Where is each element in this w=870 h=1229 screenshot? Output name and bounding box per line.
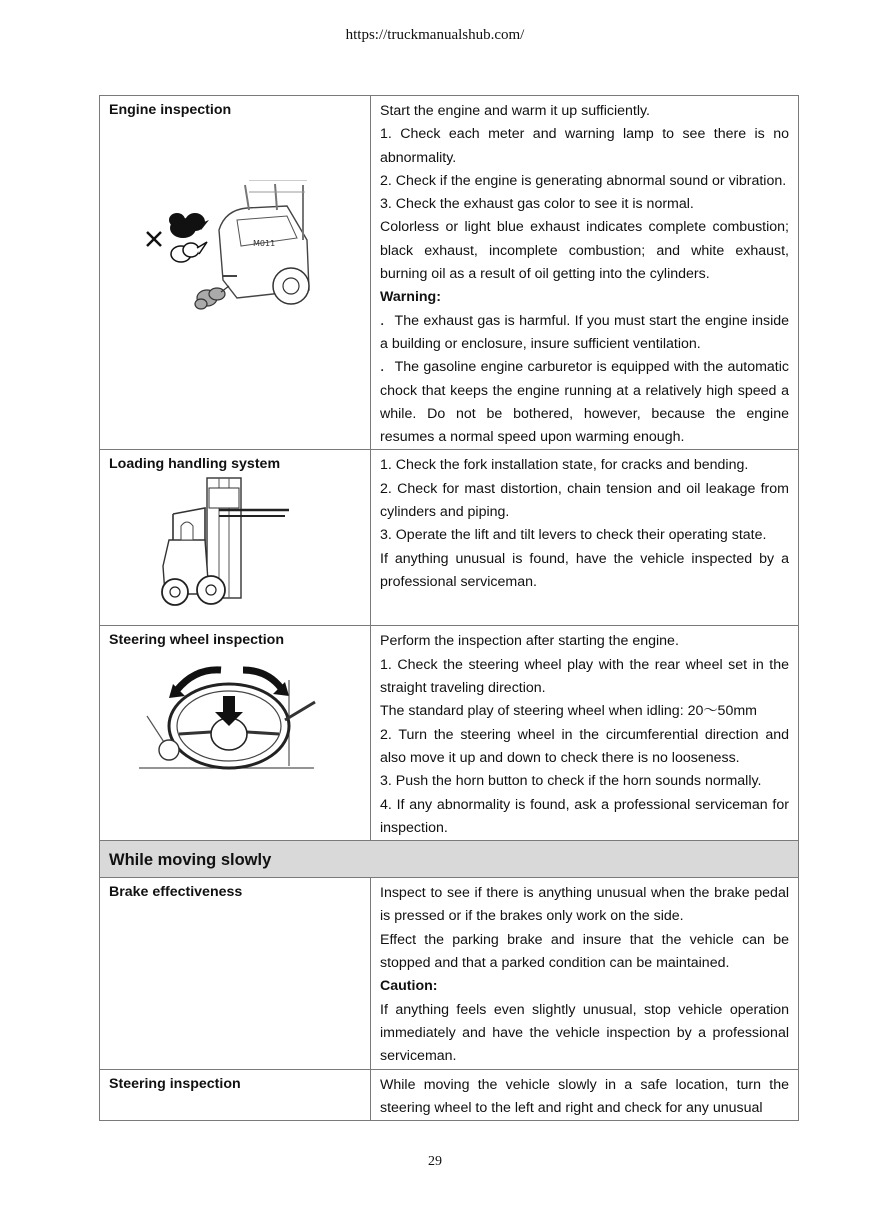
description-cell: [371, 878, 799, 1069]
text-line: 1. Check the fork installation state, for cracks and bending.: [380, 457, 749, 474]
text-line: 1. Check each meter and warning lamp to see there is no abnormality.: [380, 126, 789, 166]
text-line: 1. Check the steering wheel play with the rear wheel set in the straight traveling direction.: [380, 656, 789, 697]
text-line: Colorless or light blue exhaust indicates complete combustion; black exhaust, incomplete combustion; and white exhaust, burning oil as a result of oil getting into the cylinders.: [380, 219, 789, 283]
exhaust-forklift-illustration: [137, 180, 337, 330]
header-url: https://truckmanualshub.com/: [345, 27, 525, 43]
inspection-table: [99, 95, 799, 1121]
steering-wheel-illustration: [139, 656, 319, 781]
table-row: [100, 626, 799, 841]
row-label: Steering wheel inspection: [109, 632, 285, 649]
text-line: Start the engine and warm it up sufficiently.: [380, 103, 650, 119]
text-line: While moving the vehicle slowly in a safe location, turn the steering wheel to the left and right and check for any unusual: [380, 1076, 789, 1116]
text-line: 3. Operate the lift and tilt levers to check their operating state.: [380, 527, 767, 544]
svg-text:M011: M011: [253, 239, 276, 248]
text-line: 2. Check for mast distortion, chain tension and oil leakage from cylinders and piping.: [380, 480, 789, 521]
description-cell: [371, 450, 799, 626]
table-row: [100, 878, 799, 1069]
text-line: 3. Push the horn button to check if the horn sounds normally.: [380, 773, 762, 790]
label-cell: [100, 626, 371, 841]
text-line: The standard play of steering wheel when idling: 20～50mm: [380, 703, 757, 720]
row-label: Engine inspection: [109, 102, 232, 118]
section-title: While moving slowly: [100, 841, 799, 878]
text-line: Inspect to see if there is anything unusual when the brake pedal is pressed or if the brakes only work on the side.: [380, 885, 789, 925]
page-number: 29: [428, 1154, 442, 1169]
row-label: Steering inspection: [109, 1075, 241, 1092]
text-line: 2. Check if the engine is generating abnormal sound or vibration.: [380, 172, 787, 189]
description-cell: [371, 1069, 799, 1121]
description-cell: [371, 626, 799, 841]
table-row: [100, 450, 799, 626]
label-cell: [100, 450, 371, 626]
label-cell: [100, 878, 371, 1069]
caution-title: Caution:: [380, 978, 438, 995]
caution-line: If anything feels even slightly unusual, stop vehicle operation immediately and have the vehicle inspection by a professional serviceman.: [380, 1001, 789, 1065]
section-header-row: [100, 841, 799, 878]
text-line: 4. If any abnormality is found, ask a professional serviceman for inspection.: [380, 796, 789, 836]
text-line: 2. Turn the steering wheel in the circumferential direction and also move it up and down to check there is no looseness.: [380, 726, 789, 766]
label-cell: [100, 1069, 371, 1121]
text-line: Perform the inspection after starting the engine.: [380, 633, 679, 650]
table-row: [100, 96, 799, 450]
forklift-mast-illustration: [159, 474, 299, 609]
warning-line: ．The exhaust gas is harmful. If you must start the engine inside a building or enclosure, insure sufficient ventilation.: [380, 312, 789, 352]
text-line: Effect the parking brake and insure that the vehicle can be stopped and that a parked condition can be maintained.: [380, 931, 789, 972]
table-row: [100, 1069, 799, 1121]
row-label: Loading handling system: [109, 456, 281, 473]
description-cell: [371, 96, 799, 450]
warning-title: Warning:: [380, 289, 441, 306]
row-label: Brake effectiveness: [109, 884, 243, 901]
label-cell: [100, 96, 371, 450]
text-line: If anything unusual is found, have the vehicle inspected by a professional serviceman.: [380, 550, 789, 590]
text-line: 3. Check the exhaust gas color to see it is normal.: [380, 196, 694, 213]
warning-line: ．The gasoline engine carburetor is equipped with the automatic chock that keeps the engine running at a relatively high speed a while. Do not be bothered, however, because the engine resumes a normal speed upon warming enough.: [380, 359, 789, 446]
